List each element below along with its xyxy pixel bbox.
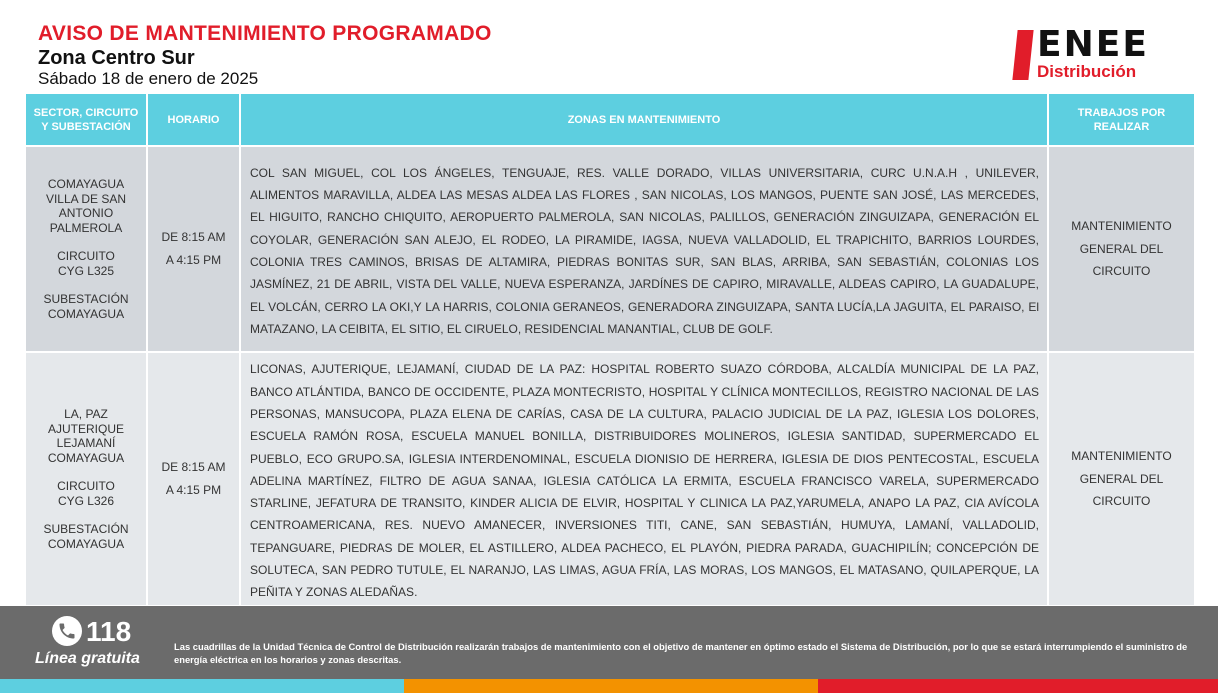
- hour-from: DE 8:15 AM: [161, 230, 226, 244]
- work-cell: [1048, 146, 1194, 352]
- sector-line: PALMEROLA: [49, 220, 123, 235]
- zone-name: Zona Centro Sur: [38, 47, 195, 69]
- circuit-label: CIRCUITO: [57, 479, 115, 493]
- maintenance-table: [26, 94, 1194, 605]
- notice-date: Sábado 18 de enero de 2025: [38, 69, 259, 88]
- logo-subtitle: Distribución: [1037, 62, 1137, 81]
- substation-label: SUBESTACIÓN: [43, 292, 129, 306]
- substation-name: COMAYAGUA: [47, 306, 125, 321]
- table-header-row: [26, 94, 1194, 146]
- work-line: CIRCUITO: [1092, 494, 1151, 509]
- sector-line: COMAYAGUA: [47, 450, 125, 465]
- color-stripe-cyan: [0, 679, 404, 693]
- color-stripe-red: [818, 679, 1218, 693]
- sector-line: LA, PAZ: [64, 407, 108, 421]
- sector-line: VILLA DE SAN: [45, 191, 127, 206]
- work-line: MANTENIMIENTO: [1071, 219, 1172, 234]
- sector-line: ANTONIO: [58, 206, 114, 220]
- logo-bar-icon: [1012, 30, 1033, 80]
- logo-wordmark: ENEE: [1037, 24, 1149, 65]
- header-zonas: ZONAS EN MANTENIMIENTO: [240, 94, 1048, 146]
- footer-note: Las cuadrillas de la Unidad Técnica de Control de Distribución realizarán trabajos de mantenimiento con el objetivo de mantener en óptimo estado el Sistema de Distribución, por lo que se estará interrumpiendo el suministro de energía eléctrica en los horarios y zonas descritas.: [174, 641, 1188, 665]
- schedule-cell: [147, 146, 240, 352]
- circuit-label: CIRCUITO: [57, 249, 115, 263]
- sector-cell: [26, 352, 147, 605]
- circuit-id: CYG L326: [57, 493, 115, 508]
- substation-label: SUBESTACIÓN: [43, 522, 129, 536]
- work-cell: [1048, 352, 1194, 605]
- work-line: GENERAL DEL: [1079, 241, 1164, 256]
- header-horario: HORARIO: [147, 94, 240, 146]
- header-sector: SECTOR, CIRCUITO Y SUBESTACIÓN: [26, 94, 147, 146]
- table-row: [26, 352, 1194, 605]
- zones-cell: COL SAN MIGUEL, COL LOS ÁNGELES, TENGUAJE, RES. VALLE DORADO, VILLAS UNIVERSITARIA, CURC U.N.A.H , UNILEVER, ALIMENTOS MARAVILLA, ALDEA LAS MESAS ALDEA LAS FLORES , SAN NICOLAS, LOS MANGOS, PUENTE SAN JOSÉ, LAS MERCEDES, EL HIGUITO, RANCHO CHIQUITO, AEROPUERTO PALMEROLA, SAN NICOLAS, PALILLOS, GENERACIÓN ZINGUIZAPA, GENERACIÓN EL COYOLAR, GENERACIÓN SAN ALEJO, EL RODEO, LA PIRAMIDE, IAGSA, NUEVA VALLADOLID, EL TRAPICHITO, BARRIOS LOURDES, COLONIA TRES CAMINOS, BRISAS DE ALTAMIRA, PIEDRAS BONITAS SUR, SAN BLAS, ARRIBA, SAN SEBASTIÁN, COLONIAS LOS JASMÍNEZ, 21 DE ABRIL, VISTA DEL VALLE, NUEVA ESPERANZA, JARDÍNES DE CAPIRO, MIRAVALLE, ALDEAS CAPIRO, LA GUADALUPE, EL VOLCÁN, CERRO LA OKI,Y LA HARRIS, COLONIA GERANEOS, GENERADORA ZINGUIZAPA, SANTA LUCÍA,LA JAGUITA, EL PARAISO, El MATAZANO, LA CEIBITA, EL SITIO, EL CIRUELO, RESIDENCIAL MANANTIAL, CLUB DE GOLF.: [240, 146, 1048, 352]
- schedule-cell: [147, 352, 240, 605]
- footer-bar: [0, 606, 1218, 679]
- phone-icon: [52, 616, 82, 646]
- work-line: MANTENIMIENTO: [1071, 449, 1172, 464]
- enee-logo: [1013, 24, 1183, 83]
- work-line: GENERAL DEL: [1079, 471, 1164, 486]
- table-row: [26, 146, 1194, 352]
- sector-cell: [26, 146, 147, 352]
- hour-to: A 4:15 PM: [165, 483, 222, 497]
- sector-line: COMAYAGUA: [47, 177, 125, 191]
- color-stripe-orange: [404, 679, 818, 693]
- hour-from: DE 8:15 AM: [161, 460, 226, 474]
- notice-title: AVISO DE MANTENIMIENTO PROGRAMADO: [38, 22, 492, 45]
- hotline-label: Línea gratuita: [35, 650, 140, 667]
- hour-to: A 4:15 PM: [165, 253, 222, 267]
- sector-line: LEJAMANÍ: [56, 436, 116, 450]
- zones-cell: LICONAS, AJUTERIQUE, LEJAMANÍ, CIUDAD DE LA PAZ: HOSPITAL ROBERTO SUAZO CÓRDOBA, ALCALDÍA MUNICIPAL DE LA PAZ, BANCO ATLÁNTIDA, BANCO DE OCCIDENTE, PLAZA MONTECRISTO, HOSPITAL Y CLÍNICA MONTECILLOS, REGISTRO NACIONAL DE LAS PERSONAS, MANSUCOPA, PLAZA ELENA DE CARÍAS, CASA DE LA CULTURA, PALACIO JUDICIAL DE LA PAZ, IGLESIA LOS DOLORES, ESCUELA RAMÓN ROSA, ESCUELA MANUEL BONILLA, DISTRIBUIDORES MOLINEROS, IGLESIA SANTIDAD, SUPERMERCADO EL PUEBLO, ECO GRUPO.SA, IGLESIA INTERDENOMINAL, ESCUELA DIONISIO DE HERRERA, IGLESIA DE DIOS PENTECOSTAL, ESCUELA ADELINA MARTÍNEZ, FILTRO DE AGUA SANAA, IGLESIA CATÓLICA LA ERMITA, ESCUELA FRANCISCO VARELA, SUPERMERCADO STARLINE, JEFATURA DE TRANSITO, KINDER ALICIA DE ELVIR, HOSPITAL Y CLINICA LA PAZ,YARUMELA, ANAPO LA PAZ, CIA AVÍCOLA CENTROAMERICANA, RES. NUEVO AMANECER, INVERSIONES TITI, CANE, SAN SEBASTIÁN, HUMUYA, LAMANÍ, VALLADOLID, TEPANGUARE, PIEDRAS DE MOLER, EL ASTILLERO, ALDEA PACHECO, EL PLAYÓN, PIEDRA PARADA, GUACHIPILÍN; CONCEPCIÓN DE SOLUTECA, SAN PEDRO TUTULE, EL NARANJO, LAS LIMAS, AGUA FRÍA, LAS MORAS, LOS MANGOS, EL MATASANO, QUILAPERQUE, LA PEÑITA Y ZONAS ALEDAÑAS.: [240, 352, 1048, 605]
- header-trabajos: TRABAJOS POR REALIZAR: [1048, 94, 1194, 146]
- circuit-id: CYG L325: [57, 263, 115, 278]
- substation-name: COMAYAGUA: [47, 536, 125, 551]
- hotline-number[interactable]: 118: [86, 616, 132, 647]
- sector-line: AJUTERIQUE: [47, 421, 124, 436]
- work-line: CIRCUITO: [1092, 264, 1151, 279]
